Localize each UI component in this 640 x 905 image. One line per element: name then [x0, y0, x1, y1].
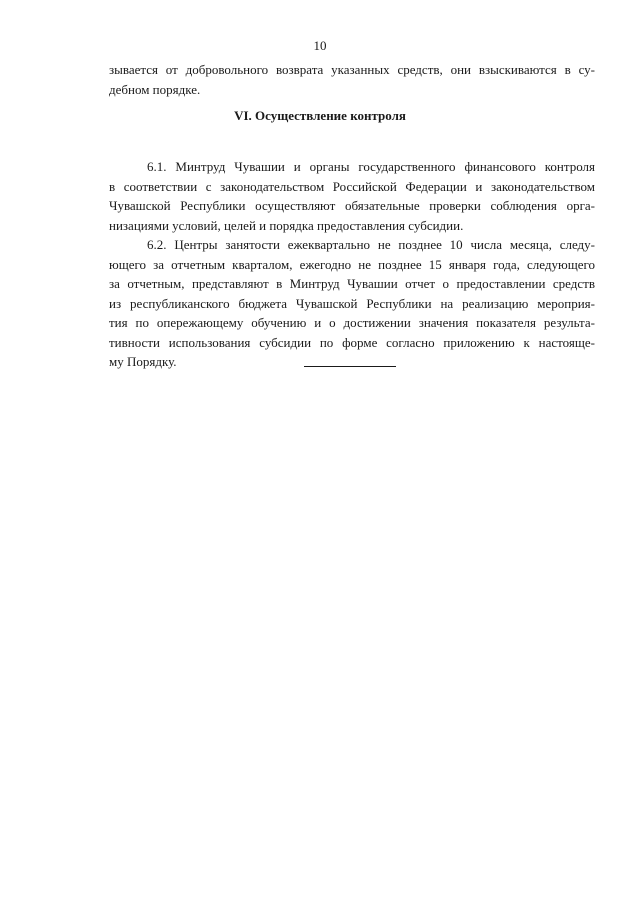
paragraph-line: 6.1. Минтруд Чувашии и органы государственного финансового контроля — [147, 159, 595, 174]
paragraph-line: му Порядку. — [109, 354, 177, 369]
paragraph-line: тия по опережающему обучению и о достижении значения показателя результа- — [109, 315, 595, 330]
closing-divider — [304, 366, 396, 367]
carryover-paragraph — [109, 60, 595, 99]
paragraph-line: ющего за отчетным кварталом, ежегодно не позднее 15 января года, следующего — [109, 256, 595, 272]
paragraph-line: за отчетным, представляют в Минтруд Чувашии отчет о предоставлении средств — [109, 276, 595, 291]
paragraph-line: зывается от добровольного возврата указанных средств, они взыскиваются в су- — [109, 62, 595, 77]
paragraph-line: дебном порядке. — [109, 81, 201, 97]
section-body — [109, 157, 595, 372]
page-number: 10 — [313, 38, 327, 53]
paragraph-line: в соответствии с законодательством Российской Федерации и законодательством — [109, 178, 595, 194]
paragraph-line: тивности использования субсидии по форме согласно приложению к настояще- — [109, 334, 595, 350]
section-heading: VI. Осуществление контроля — [234, 108, 406, 123]
paragraph-line: низациями условий, целей и порядка предоставления субсидии. — [109, 217, 464, 233]
paragraph-line: из республиканского бюджета Чувашской Республики на реализацию мероприя- — [109, 295, 595, 311]
paragraph-line: Чувашской Республики осуществляют обязательные проверки соблюдения орга- — [109, 198, 595, 213]
paragraph-line: 6.2. Центры занятости ежеквартально не позднее 10 числа месяца, следу- — [147, 237, 595, 252]
